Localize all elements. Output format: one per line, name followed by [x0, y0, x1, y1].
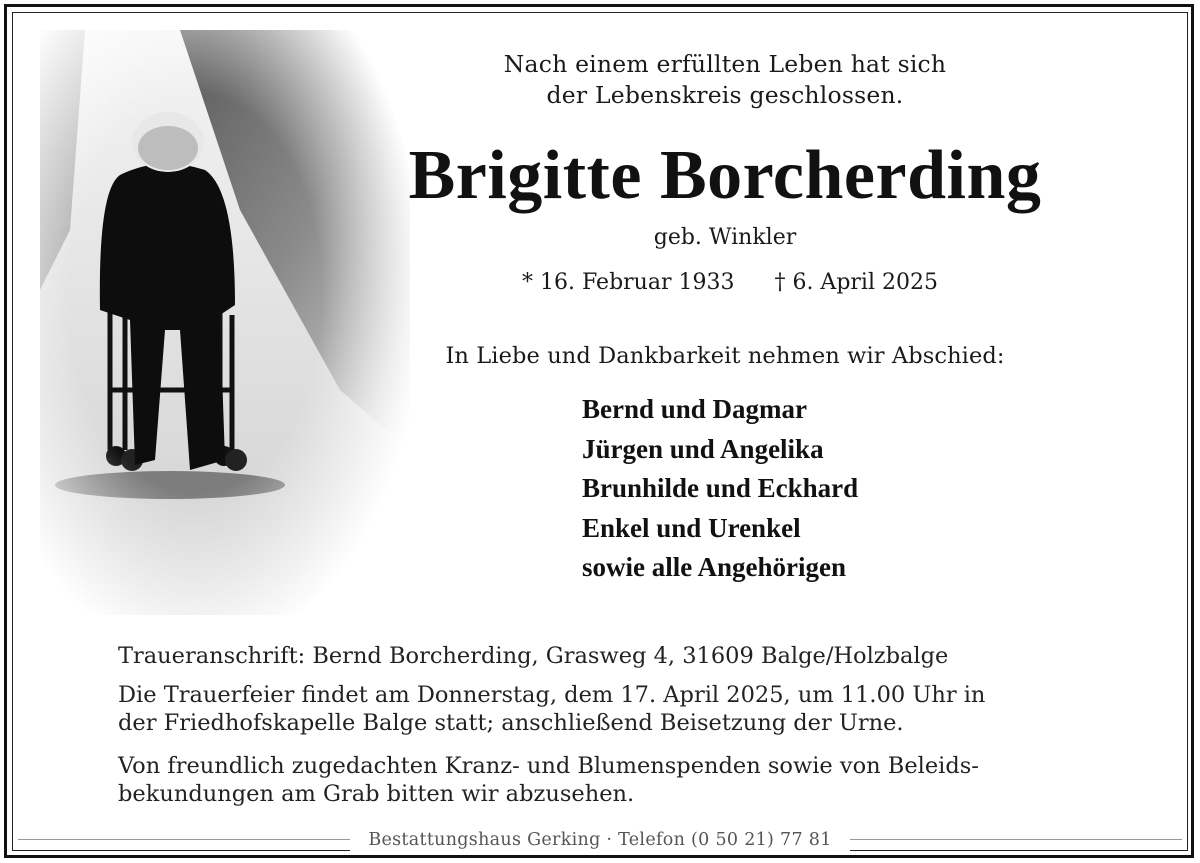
- mourner-item: Bernd und Dagmar: [582, 394, 808, 424]
- ceremony-line-1: Die Trauerfeier findet am Donnerstag, dem 17. April 2025, um 11.00 Uhr in: [118, 682, 986, 708]
- mourners-list: [582, 390, 1082, 588]
- flowers-note: [118, 752, 1118, 808]
- birth-name: geb. Winkler: [653, 225, 797, 250]
- birth-date: * 16. Februar 1933: [522, 270, 735, 295]
- intro-verse: [465, 49, 985, 111]
- photo-elderly-woman-with-walker: [40, 30, 410, 615]
- footer-rule-right: [850, 839, 1182, 840]
- deceased-name: Brigitte Borcherding: [408, 137, 1042, 214]
- mourning-address: Traueranschrift: Bernd Borcherding, Grasweg 4, 31609 Balge/Holzbalge: [118, 643, 949, 669]
- ceremony-info: [118, 681, 1118, 737]
- mourner-item: sowie alle Angehörigen: [582, 552, 846, 582]
- mourner-item: Brunhilde und Eckhard: [582, 473, 859, 503]
- footer-rule-left: [18, 839, 350, 840]
- mourner-item: Enkel und Urenkel: [582, 512, 801, 543]
- death-date: † 6. April 2025: [774, 270, 938, 295]
- funeral-home-footer: Bestattungshaus Gerking · Telefon (0 50 21) 77 81: [350, 828, 850, 852]
- intro-line-2: der Lebenskreis geschlossen.: [546, 81, 904, 109]
- flowers-line-2: bekundungen am Grab bitten wir abzusehen.: [118, 781, 635, 807]
- farewell-text: In Liebe und Dankbarkeit nehmen wir Abschied:: [445, 343, 1005, 369]
- intro-line-1: Nach einem erfüllten Leben hat sich: [503, 50, 947, 78]
- mourner-item: Jürgen und Angelika: [582, 433, 824, 464]
- life-dates: [470, 268, 990, 298]
- flowers-line-1: Von freundlich zugedachten Kranz- und Blumenspenden sowie von Beleids-: [118, 753, 979, 779]
- ceremony-line-2: der Friedhofskapelle Balge statt; anschließend Beisetzung der Urne.: [118, 710, 904, 736]
